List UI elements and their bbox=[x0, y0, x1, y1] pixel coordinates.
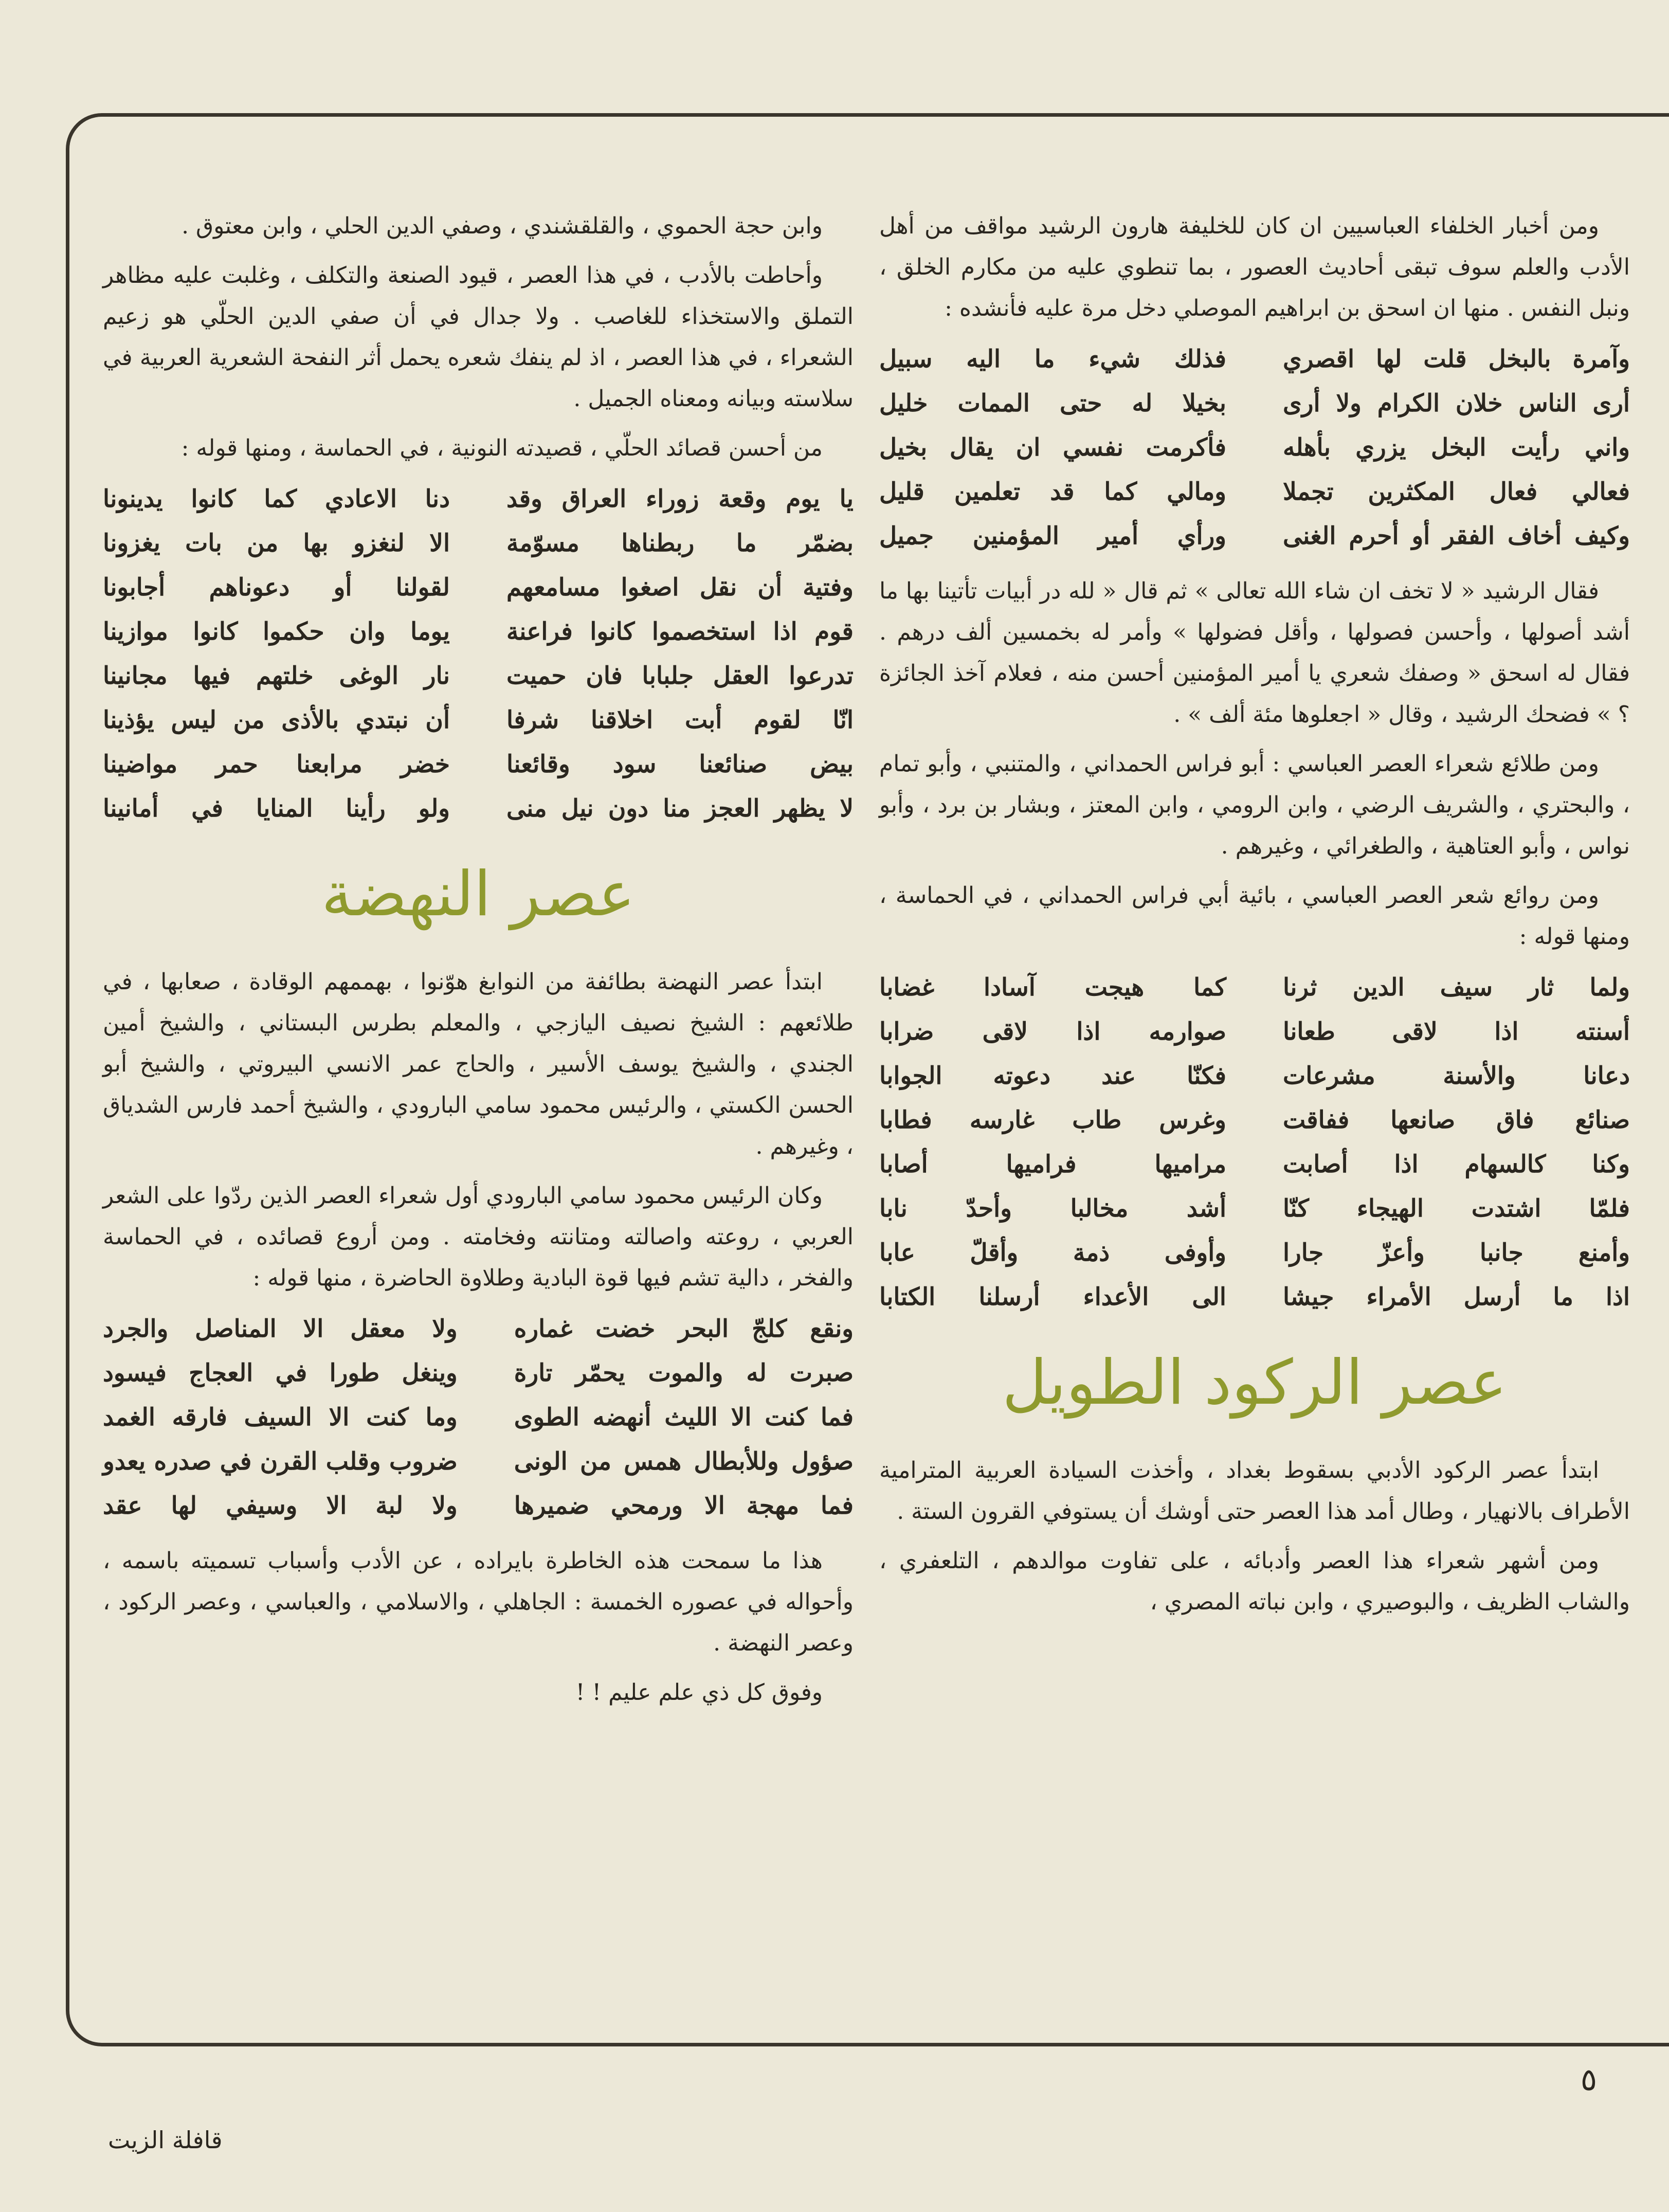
poem-hemistich: صؤول وللأبطال همس من الونى bbox=[514, 1447, 854, 1476]
poem-hemistich: فكنّا عند دعوته الجوابا bbox=[879, 1062, 1226, 1090]
poem-hemistich: مراميها فراميها أصابا bbox=[879, 1150, 1226, 1178]
poem-hemistich: فما كنت الا الليث أنهضه الطوى bbox=[514, 1403, 854, 1431]
poem-hemistich: اذا ما أرسل الأمراء جيشا bbox=[1283, 1283, 1630, 1311]
poem-hemistich: صنائع فاق صانعها ففاقت bbox=[1283, 1106, 1630, 1134]
poem-hemistich: دعانا والأسنة مشرعات bbox=[1283, 1062, 1630, 1090]
renaissance-paragraph-2: وكان الرئيس محمود سامي البارودي أول شعراء العصر الذين ردّوا على الشعر العربي ، روعته واصالته ومتانته وفخامته . ومن أروع قصائده ، في الحماسة والفخر ، دالية تشم فيها قوة البادية وطلاوة الحاضرة ، منها قوله : bbox=[103, 1183, 854, 1291]
harun-intro-paragraph: ومن أخبار الخلفاء العباسيين ان كان للخليفة هارون الرشيد مواقف من أهل الأدب والعلم سوف تبقى أحاديث العصور ، بما تنطوي عليه من مكارم الخلق ، ونبل النفس . منها ان اسحق بن ابراهيم الموصلي دخل مرة عليه فأنشده : bbox=[879, 213, 1630, 321]
poem-hemistich: أشد مخالبا وأحدّ نابا bbox=[879, 1194, 1226, 1223]
renaissance-paragraph-1: ابتدأ عصر النهضة بطائفة من النوابغ هوّنوا ، بهممهم الوقادة ، صعابها ، في طلائعهم : الشيخ نصيف اليازجي ، والمعلم بطرس البستاني ، والشيخ أمين الجندي ، والشيخ يوسف الأسير ، والحاج عمر الانسي البيروتي ، والشيخ أبو الحسن الكستي ، والرئيس محمود سامي البارودي ، والشيخ أحمد فارس الشدياق ، وغيرهم . bbox=[103, 969, 854, 1159]
poem-hemistich: ورأي أمير المؤمنين جميل bbox=[879, 522, 1226, 550]
poem-hemistich: صبرت له والموت يحمّر تارة bbox=[514, 1359, 854, 1387]
poem-hemistich: نار الوغى خلتهم فيها مجانينا bbox=[103, 662, 450, 690]
magazine-name: قافلة الزيت bbox=[108, 2126, 223, 2154]
poem-hemistich: واني رأيت البخل يزري بأهله bbox=[1283, 433, 1630, 462]
poem-hemistich: ولا لبة الا وسيفي لها عقد bbox=[103, 1492, 458, 1520]
stagnation-paragraph-3: وأحاطت بالأدب ، في هذا العصر ، قيود الصنعة والتكلف ، وغلبت عليه مظاهر التملق والاستخذاء للغاصب . ولا جدال في أن صفي الدين الحلّي هو زعيم الشعراء ، في هذا العصر ، اذ لم ينفك شعره يحمل أثر النفحة الشعرية العربية في سلاسته وبيانه ومعناه الجميل . bbox=[103, 262, 854, 412]
poem-hemistich: بخيلا له حتى الممات خليل bbox=[879, 389, 1226, 418]
closing-proverb: وفوق كل ذي علم عليم ! ! bbox=[575, 1679, 823, 1706]
abbasid-poets-paragraph: ومن طلائع شعراء العصر العباسي : أبو فراس الحمداني ، والمتنبي ، وأبو تمام ، والبحتري ، والشريف الرضي ، وابن الرومي ، وابن المعتز ، وبشار بن برد ، وأبو نواس ، وأبو العتاهية ، والطغرائي ، وغيرهم . bbox=[879, 751, 1630, 859]
right-column bbox=[879, 206, 1630, 1631]
poem-hilli bbox=[103, 477, 854, 831]
poem-hemistich: ولا معقل الا المناصل والجرد bbox=[103, 1315, 458, 1343]
poem-hemistich: بيض صنائعنا سود وقائعنا bbox=[506, 750, 854, 778]
poem-hemistich: دنا الاعادي كما كانوا يدينونا bbox=[103, 485, 450, 513]
poem-hemistich: لا يظهر العجز منا دون نيل منى bbox=[506, 794, 854, 823]
abu-firas-intro-paragraph: ومن روائع شعر العصر العباسي ، بائية أبي فراس الحمداني ، في الحماسة ، ومنها قوله : bbox=[879, 882, 1630, 950]
poem-hemistich: ونقع كلجّ البحر خضت غماره bbox=[514, 1315, 854, 1343]
poem-hemistich: الى الأعداء أرسلنا الكتابا bbox=[879, 1283, 1226, 1311]
poem-hemistich: صوارمه اذا لاقى ضرابا bbox=[879, 1018, 1226, 1046]
rashid-response-paragraph: فقال الرشيد « لا تخف ان شاء الله تعالى » ثم قال « لله در أبيات تأتينا بها ما أشد أصولها ، وأحسن فصولها ، وأقل فضولها » وأمر له بخمسين ألف درهم . فقال له اسحق « وصفك شعري يا أمير المؤمنين أحسن منه ، فعلام آخذ الجائزة ؟ » فضحك الرشيد ، وقال « اجعلوها مئة ألف » . bbox=[879, 578, 1630, 728]
poem-hemistich: أن نبتدي بالأذى من ليس يؤذينا bbox=[103, 706, 450, 734]
poem-abu-firas bbox=[879, 966, 1630, 1319]
poem-hemistich: بضمّر ما ربطناها مسوّمة bbox=[506, 529, 854, 557]
poem-hemistich: أرى الناس خلان الكرام ولا أرى bbox=[1283, 389, 1630, 418]
poem-hemistich: تدرعوا العقل جلبابا فان حميت bbox=[506, 662, 854, 690]
poem-hemistich: لقولنا أو دعوناهم أجابونا bbox=[103, 573, 450, 602]
section-heading-renaissance: عصر النهضة bbox=[321, 859, 635, 930]
poem-hemistich: يوما وان حكموا كانوا موازينا bbox=[103, 618, 450, 646]
poem-hemistich: أسنته اذا لاقى طعانا bbox=[1283, 1018, 1630, 1046]
poem-hemistich: الا لنغزو بها من بات يغزونا bbox=[103, 529, 450, 557]
poem-hemistich: ولما ثار سيف الدين ثرنا bbox=[1283, 973, 1630, 1002]
section-heading-stagnation: عصر الركود الطويل bbox=[1002, 1347, 1507, 1419]
poem-hemistich: فأكرمت نفسي ان يقال بخيل bbox=[879, 433, 1226, 462]
poem-hemistich: ضروب وقلب القرن في صدره يعدو bbox=[103, 1447, 458, 1476]
poem-hemistich: وكيف أخاف الفقر أو أحرم الغنى bbox=[1283, 522, 1630, 550]
poem-hemistich: يا يوم وقعة زوراء العراق وقد bbox=[506, 485, 854, 513]
stagnation-paragraph-2: ومن أشهر شعراء هذا العصر وأدبائه ، على تفاوت موالدهم ، التلعفري ، والشاب الظريف ، والبوصيري ، وابن نباته المصري ، bbox=[879, 1548, 1630, 1615]
page-number: ٥ bbox=[1580, 2062, 1598, 2098]
poem-hemistich: ولو رأينا المنايا في أمانينا bbox=[103, 794, 450, 823]
poem-hemistich: كما هيجت آسادا غضابا bbox=[879, 973, 1226, 1002]
hilli-poem-intro: من أحسن قصائد الحلّي ، قصيدته النونية ، في الحماسة ، ومنها قوله : bbox=[181, 435, 823, 461]
poem-hemistich: انّا لقوم أبت اخلاقنا شرفا bbox=[506, 706, 854, 734]
closing-paragraph: هذا ما سمحت هذه الخاطرة بايراده ، عن الأدب وأسباب تسميته باسمه ، وأحواله في عصوره الخمسة : الجاهلي ، والاسلامي ، والعباسي ، وعصر الركود ، وعصر النهضة . bbox=[103, 1548, 854, 1656]
poem-hemistich: فما مهجة الا ورمحي ضميرها bbox=[514, 1492, 854, 1520]
stagnation-poets-continued: وابن حجة الحموي ، والقلقشندي ، وصفي الدين الحلي ، وابن معتوق . bbox=[182, 213, 823, 239]
poem-hemistich: ومالي كما قد تعلمين قليل bbox=[879, 478, 1226, 506]
stagnation-paragraph-1: ابتدأ عصر الركود الأدبي بسقوط بغداد ، وأخذت السيادة العربية المترامية الأطراف بالانهيار ، وطال أمد هذا العصر حتى أوشك أن يستوفي القرون الستة . bbox=[879, 1457, 1630, 1525]
poem-ishaq bbox=[879, 337, 1630, 558]
poem-hemistich: وينغل طورا في العجاج فيسود bbox=[103, 1359, 458, 1387]
poem-barudi bbox=[103, 1307, 854, 1528]
poem-hemistich: فذلك شيء ما اليه سبيل bbox=[879, 345, 1226, 373]
poem-hemistich: وأوفى ذمة وأقلّ عابا bbox=[879, 1239, 1226, 1267]
poem-hemistich: وفتية أن نقل اصغوا مسامعهم bbox=[506, 573, 854, 602]
left-column bbox=[103, 206, 854, 1721]
poem-hemistich: وغرس طاب غارسه فطابا bbox=[879, 1106, 1226, 1134]
poem-hemistich: فعالي فعال المكثرين تجملا bbox=[1283, 478, 1630, 506]
poem-hemistich: وأمنع جانبا وأعزّ جارا bbox=[1283, 1239, 1630, 1267]
poem-hemistich: فلمّا اشتدت الهيجاء كنّا bbox=[1283, 1194, 1630, 1223]
poem-hemistich: وآمرة بالبخل قلت لها اقصري bbox=[1283, 345, 1630, 373]
poem-hemistich: خضر مرابعنا حمر مواضينا bbox=[103, 750, 450, 778]
poem-hemistich: وكنا كالسهام اذا أصابت bbox=[1283, 1150, 1630, 1178]
poem-hemistich: وما كنت الا السيف فارقه الغمد bbox=[103, 1403, 458, 1431]
poem-hemistich: قوم اذا استخصموا كانوا فراعنة bbox=[506, 618, 854, 646]
